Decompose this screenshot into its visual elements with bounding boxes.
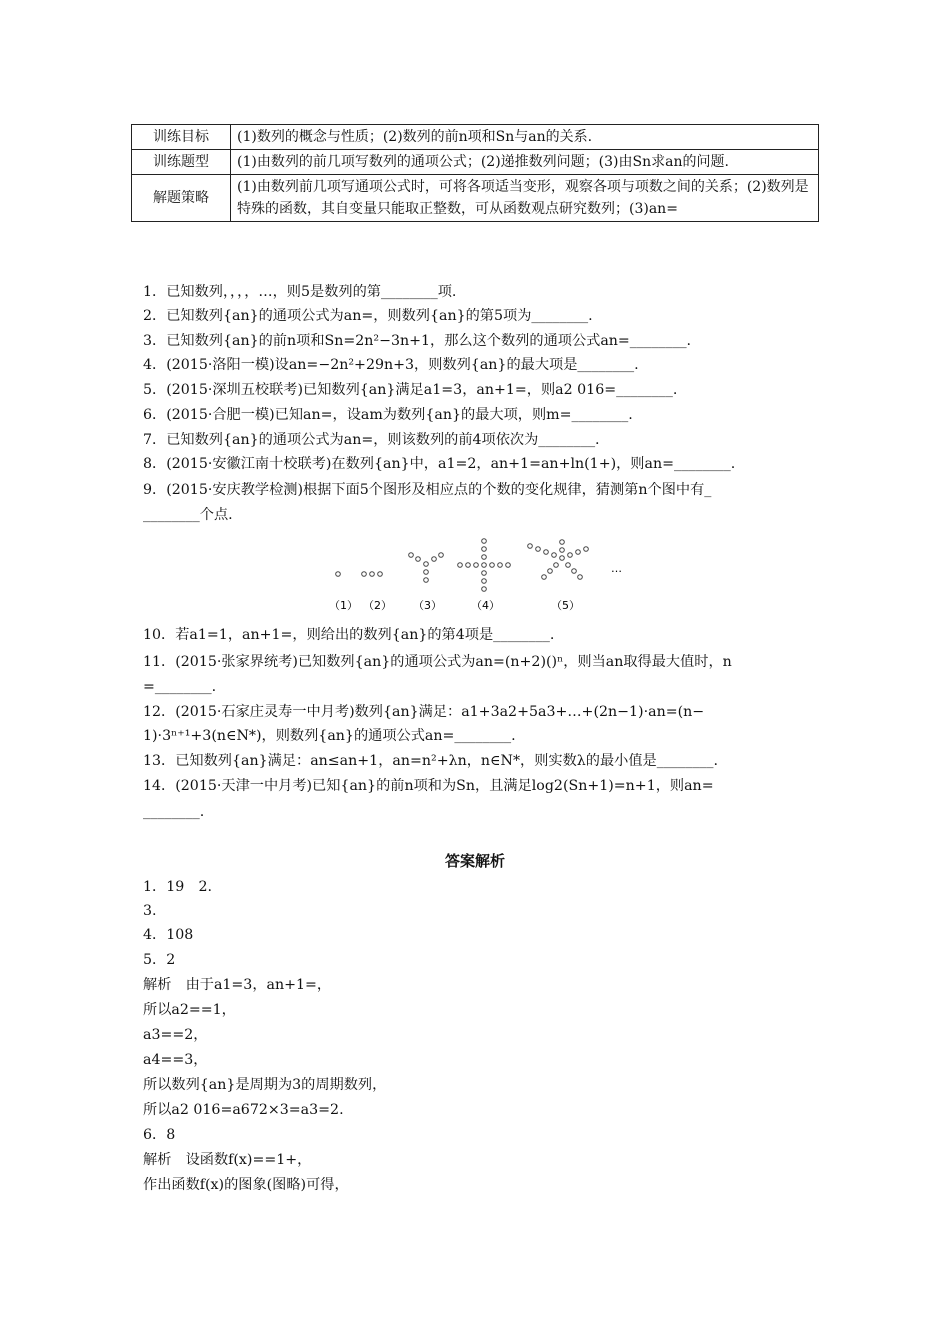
question-14-cont: ________.: [143, 804, 205, 820]
question-9-cont: ________个点.: [143, 507, 233, 523]
answer-line: 3.: [143, 903, 157, 919]
table-row: [132, 150, 819, 175]
table-key: 训练题型: [132, 150, 231, 175]
answer-line: 解析 由于a1=3，an+1=，: [143, 977, 332, 993]
question-7: 7．已知数列{an}的通项公式为an=，则该数列的前4项依次为________.: [143, 432, 600, 448]
question-5: 5．(2015·深圳五校联考)已知数列{an}满足a1=3，an+1=，则a2 016=________.: [143, 382, 678, 398]
figure-label-3: （3）: [413, 599, 442, 612]
table-key: 训练目标: [132, 125, 231, 150]
dot-pattern-figure: [325, 535, 645, 615]
table-key: 解题策略: [132, 175, 231, 222]
question-9: 9．(2015·安庆教学检测)根据下面5个图形及相应点的个数的变化规律，猜测第n个图中有_: [143, 482, 712, 498]
answer-line: a4==3，: [143, 1052, 208, 1068]
answer-line: 4．108: [143, 927, 194, 943]
answer-line: 5．2: [143, 952, 176, 968]
answer-line: 解析 设函数f(x)==1+，: [143, 1152, 312, 1168]
table-value: (1)数列的概念与性质；(2)数列的前n项和Sn与an的关系.: [231, 125, 819, 150]
answer-line: 所以数列{an}是周期为3的周期数列，: [143, 1077, 387, 1093]
figure-label-4: （4）: [471, 599, 500, 612]
training-info-table: [131, 124, 819, 222]
answer-line: 所以a2==1，: [143, 1002, 236, 1018]
question-2: 2．已知数列{an}的通项公式为an=，则数列{an}的第5项为________.: [143, 308, 593, 324]
answer-line: 6．8: [143, 1127, 176, 1143]
question-4: 4．(2015·洛阳一模)设an=−2n²+29n+3，则数列{an}的最大项是________.: [143, 357, 639, 373]
question-11-cont: =________.: [143, 679, 217, 695]
question-1: 1．已知数列，，，，…，则5是数列的第________项.: [143, 284, 457, 300]
question-11: 11．(2015·张家界统考)已知数列{an}的通项公式为an=(n+2)()ⁿ，则当an取得最大值时，n: [143, 654, 732, 670]
question-12-cont: 1)·3ⁿ⁺¹+3(n∈N*)，则数列{an}的通项公式an=________.: [143, 728, 516, 744]
question-3: 3．已知数列{an}的前n项和Sn=2n²−3n+1，那么这个数列的通项公式an=________.: [143, 333, 692, 349]
answer-line: 作出函数f(x)的图象(图略)可得，: [143, 1177, 349, 1193]
question-10: 10．若a1=1，an+1=，则给出的数列{an}的第4项是________.: [143, 627, 555, 643]
table-row: [132, 125, 819, 150]
table-row: [132, 175, 819, 222]
figure-label-2: （2）: [363, 599, 392, 612]
figure-ellipsis: …: [611, 562, 622, 575]
answer-line: 所以a2 016=a672×3=a3=2.: [143, 1102, 344, 1118]
question-12: 12．(2015·石家庄灵寿一中月考)数列{an}满足：a1+3a2+5a3+…+(2n−1)·an=(n−: [143, 704, 705, 720]
answer-section-title: 答案解析: [444, 852, 505, 870]
figure-label-5: （5）: [551, 599, 580, 612]
figure-label-1: （1）: [329, 599, 358, 612]
question-14: 14．(2015·天津一中月考)已知{an}的前n项和为Sn，且满足log2(Sn+1)=n+1，则an=: [143, 778, 714, 794]
question-6: 6．(2015·合肥一模)已知an=，设am为数列{an}的最大项，则m=________.: [143, 407, 633, 423]
table-value: (1)由数列的前几项写数列的通项公式；(2)递推数列问题；(3)由Sn求an的问题.: [231, 150, 819, 175]
question-13: 13．已知数列{an}满足：an≤an+1，an=n²+λn，n∈N*，则实数λ的最小值是________.: [143, 753, 718, 769]
answer-line: a3==2，: [143, 1027, 208, 1043]
table-value: (1)由数列前几项写通项公式时，可将各项适当变形，观察各项与项数之间的关系；(2)数列是特殊的函数，其自变量只能取正整数，可从函数观点研究数列；(3)an=: [231, 175, 819, 222]
answer-line: 1．19 2.: [143, 879, 212, 895]
question-8: 8．(2015·安徽江南十校联考)在数列{an}中，a1=2，an+1=an+ln(1+)，则an=________.: [143, 456, 736, 472]
